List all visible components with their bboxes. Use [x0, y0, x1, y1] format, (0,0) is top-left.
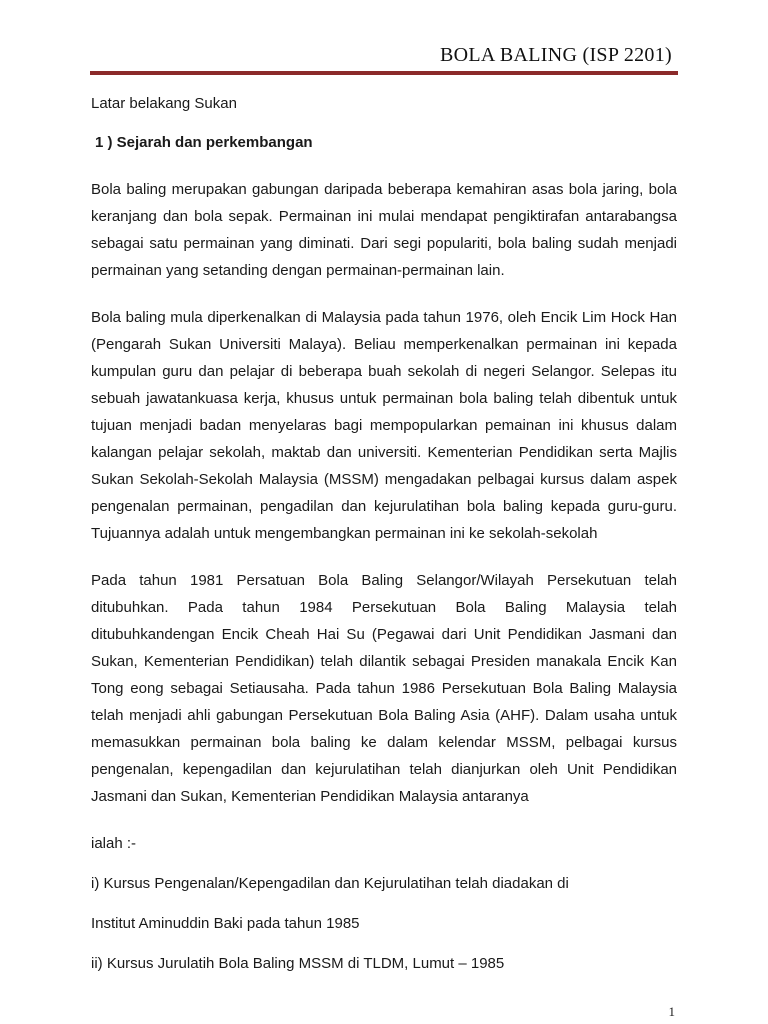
document-header-title: BOLA BALING (ISP 2201): [440, 44, 672, 66]
document-body: [91, 90, 677, 990]
paragraph-3: Pada tahun 1981 Persatuan Bola Baling Selangor/Wilayah Persekutuan telah ditubuhkan. Pada tahun 1984 Persekutuan Bola Baling Malaysia telah ditubuhkandengan Encik Cheah Hai Su (Pegawai dari Unit Pendidikan Jasmani dan Sukan, Kementerian Pendidikan) telah dilantik sebagai Presiden manakala Encik Kan Tong eong sebagai Setiausaha. Pada tahun 1986 Persekutuan Bola Baling Malaysia telah menjadi ahli gabungan Persekutuan Bola Baling Asia (AHF). Dalam usaha untuk memasukkan permainan bola baling ke dalam kelendar MSSM, pelbagai kursus pengenalan, kepengadilan dan kejurulatihan telah dianjurkan oleh Unit Pendidikan Jasmani dan Sukan, Kementerian Pendidikan Malaysia antaranya: [91, 572, 677, 805]
paragraph-1: Bola baling merupakan gabungan daripada beberapa kemahiran asas bola jaring, bola keranjang dan bola sepak. Permainan ini mulai mendapat pengiktirafan antarabangsa sebagai satu permainan yang diminati. Dari segi populariti, bola baling sudah menjadi permainan yang setanding dengan permainan-permainan lain.: [91, 181, 677, 279]
list-item-1-continued: Institut Aminuddin Baki pada tahun 1985: [91, 915, 360, 932]
list-item-2: ii) Kursus Jurulatih Bola Baling MSSM di TLDM, Lumut – 1985: [91, 955, 505, 972]
subtitle: Latar belakang Sukan: [91, 95, 237, 112]
list-item-1: i) Kursus Pengenalan/Kepengadilan dan Kejurulatihan telah diadakan di: [91, 875, 569, 892]
paragraph-2: Bola baling mula diperkenalkan di Malaysia pada tahun 1976, oleh Encik Lim Hock Han (Pengarah Sukan Universiti Malaya). Beliau memperkenalkan permainan ini kepada kumpulan guru dan pelajar di beberapa buah sekolah di negeri Selangor. Selepas itu sebuah jawatankuasa kerja, khusus untuk permainan bola baling telah dibentuk untuk tujuan menjadi badan menyelaras bagi mempopularkan pemainan ini khusus dalam kalangan pelajar sekolah, maktab dan universiti. Kementerian Pendidikan serta Majlis Sukan Sekolah-Sekolah Malaysia (MSSM) mengadakan pelbagai kursus dalam aspek pengenalan permainan, pengadilan dan kejurulatihan bola baling kepada guru-guru. Tujuannya adalah untuk mengembangkan permainan ini ke sekolah-sekolah: [91, 309, 677, 542]
list-intro: ialah :-: [91, 835, 137, 852]
section-heading: 1 ) Sejarah dan perkembangan: [95, 134, 313, 151]
page-number: 1: [668, 1004, 675, 1019]
header-divider: [90, 71, 678, 75]
